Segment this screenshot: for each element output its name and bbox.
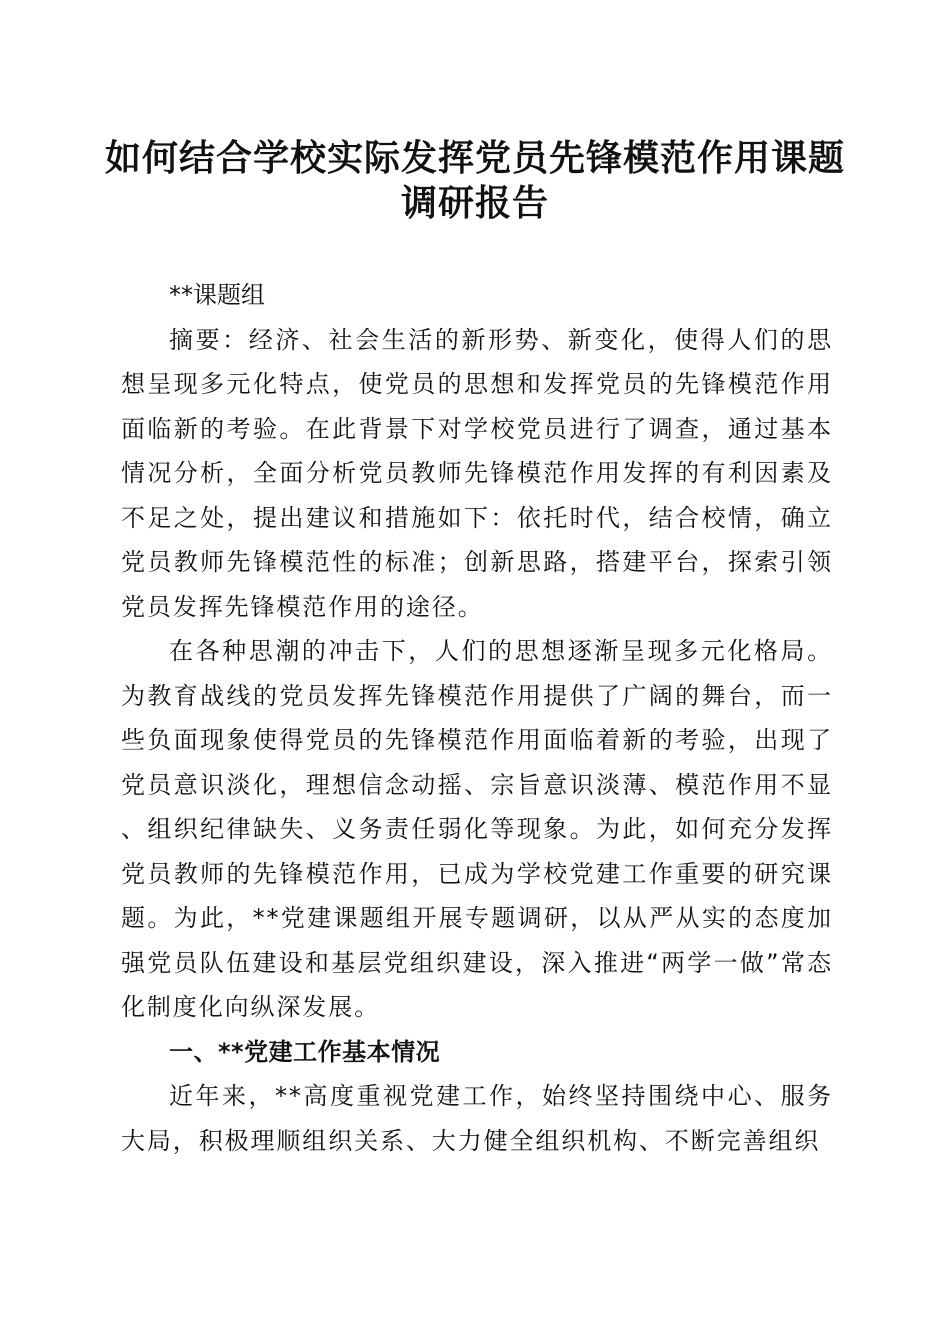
author-line: **课题组 xyxy=(169,281,265,309)
section-heading-1: 一、**党建工作基本情况 xyxy=(169,1037,441,1066)
document-title-line-2: 调研报告 xyxy=(400,182,549,224)
section-1-paragraph: 近年来，**高度重视党建工作，始终坚持围绕中心、服务大局，积极理顺组织关系、大力健全组织机构、不断完善组织 xyxy=(121,1082,833,1155)
document-title-line-1: 如何结合学校实际发挥党员先锋模范作用课题 xyxy=(104,137,845,179)
document-body xyxy=(121,273,833,1163)
abstract-paragraph: 摘要：经济、社会生活的新形势、新变化，使得人们的思想呈现多元化特点，使党员的思想和发挥党员的先锋模范作用面临新的考验。在此背景下对学校党员进行了调查，通过基本情况分析，全面分析党员教师先锋模范作用发挥的有利因素及不足之处，提出建议和措施如下：依托时代，结合校情，确立党员教师先锋模范性的标准；创新思路，搭建平台，探索引领党员发挥先锋模范作用的途径。 xyxy=(121,325,833,621)
intro-paragraph: 在各种思潮的冲击下，人们的思想逐渐呈现多元化格局。为教育战线的党员发挥先锋模范作用提供了广阔的舞台，而一些负面现象使得党员的先锋模范作用面临着新的考验，出现了党员意识淡化，理想信念动摇、宗旨意识淡薄、模范作用不显、组织纪律缺失、义务责任弱化等现象。为此，如何充分发挥党员教师的先锋模范作用，已成为学校党建工作重要的研究课题。为此，**党建课题组开展专题调研，以从严从实的态度加强党员队伍建设和基层党组织建设，深入推进“两学一做”常态化制度化向纵深发展。 xyxy=(121,637,833,1021)
